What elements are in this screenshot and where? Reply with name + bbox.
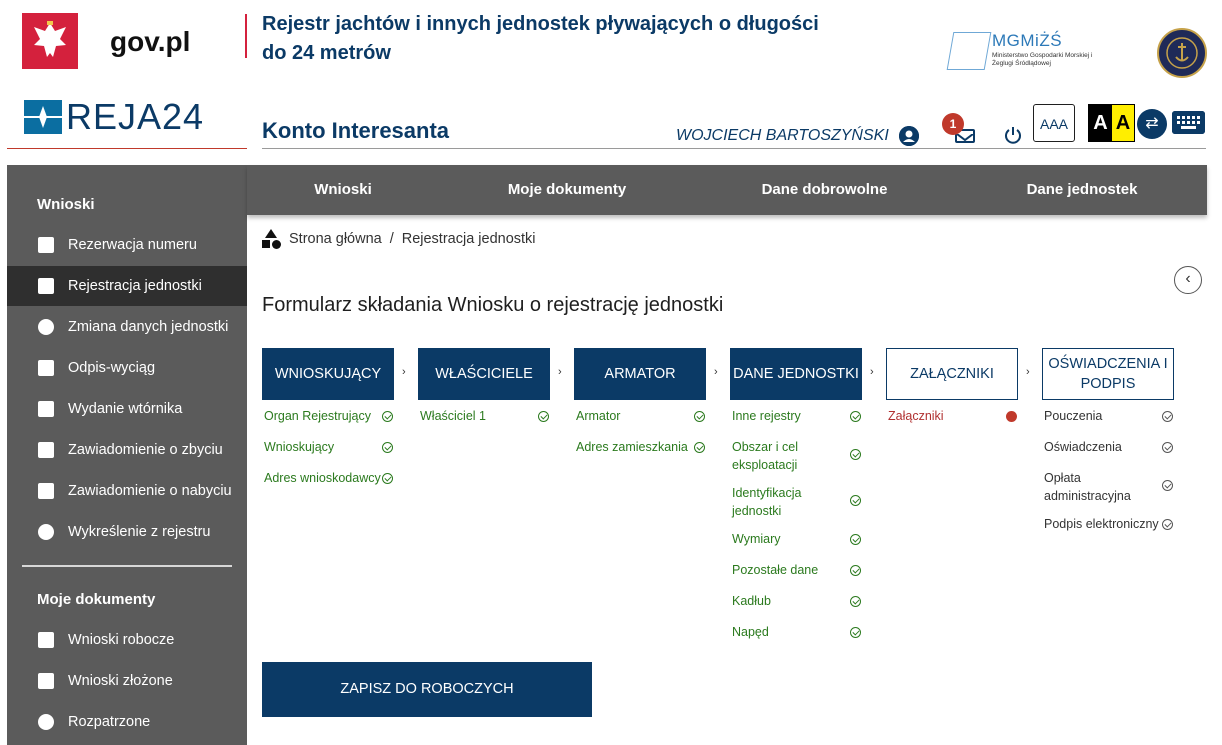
check-ok-icon bbox=[850, 495, 861, 506]
substep-naped[interactable]: Napęd bbox=[732, 625, 769, 639]
sidebar-item-zawiadomienie-zbyciu[interactable] bbox=[7, 430, 247, 470]
gavel-icon bbox=[38, 483, 54, 499]
collapse-chevron-left-icon[interactable]: ‹ bbox=[1174, 266, 1202, 294]
check-pending-icon bbox=[1162, 411, 1173, 422]
top-navigation bbox=[247, 165, 1207, 215]
step-dane-jednostki[interactable]: DANE JEDNOSTKI bbox=[730, 348, 862, 400]
gov-pl-logo[interactable]: gov.pl bbox=[110, 26, 191, 57]
step-armator[interactable]: ARMATOR bbox=[574, 348, 706, 400]
sidebar-item-label: Wnioski robocze bbox=[68, 632, 175, 648]
check-pending-icon bbox=[1162, 480, 1173, 491]
form-title: Formularz składania Wniosku o rejestrację jednostki bbox=[262, 294, 724, 316]
substep-pozostale-dane[interactable]: Pozostałe dane bbox=[732, 563, 819, 577]
font-size-button[interactable]: AAA bbox=[1033, 104, 1075, 142]
copy-document-icon bbox=[38, 401, 54, 417]
gavel-icon bbox=[38, 442, 54, 458]
reja24-logo-text: REJA24 bbox=[66, 96, 205, 137]
save-draft-button[interactable]: ZAPISZ DO ROBOCZYCH bbox=[262, 662, 592, 717]
error-alert-icon bbox=[1006, 411, 1017, 422]
check-ok-icon bbox=[850, 596, 861, 607]
step-zalaczniki[interactable]: ZAŁĄCZNIKI bbox=[886, 348, 1018, 400]
substep-organ-rejestrujacy[interactable]: Organ Rejestrujący bbox=[264, 409, 371, 423]
substep-wnioskujacy[interactable]: Wnioskujący bbox=[264, 440, 335, 454]
header-underline bbox=[262, 148, 1206, 149]
check-pending-icon bbox=[1162, 442, 1173, 453]
keyboard-icon[interactable] bbox=[1172, 111, 1205, 134]
contrast-dark-label: A bbox=[1089, 105, 1112, 141]
nav-item-wnioski[interactable]: Wnioski bbox=[314, 181, 372, 198]
clipboard-icon bbox=[38, 278, 54, 294]
step-arrow-icon: › bbox=[402, 366, 406, 378]
check-ok-icon bbox=[850, 627, 861, 638]
step-arrow-icon: › bbox=[870, 366, 874, 378]
user-name[interactable]: WOJCIECH BARTOSZYŃSKI bbox=[676, 127, 889, 144]
check-ok-icon bbox=[850, 565, 861, 576]
substep-inne-rejestry[interactable]: Inne rejestry bbox=[732, 409, 801, 423]
substep-pouczenia[interactable]: Pouczenia bbox=[1044, 409, 1103, 423]
notifications-badge[interactable]: 1 bbox=[942, 113, 964, 135]
step-oswiadczenia-podpis[interactable]: OŚWIADCZENIA I PODPIS bbox=[1042, 348, 1174, 400]
check-ok-icon bbox=[382, 473, 393, 484]
sidebar-item-label: Zawiadomienie o zbyciu bbox=[68, 442, 223, 458]
step-wnioskujacy[interactable]: WNIOSKUJĄCY bbox=[262, 348, 394, 400]
check-pending-icon bbox=[1162, 519, 1173, 530]
substep-oswiadczenia[interactable]: Oświadczenia bbox=[1044, 440, 1122, 454]
sidebar-heading-wnioski: Wnioski bbox=[37, 196, 95, 213]
polish-eagle-emblem-icon bbox=[22, 13, 78, 69]
sidebar-divider bbox=[22, 565, 232, 567]
check-ok-icon bbox=[694, 411, 705, 422]
sidebar-item-label: Wnioski złożone bbox=[68, 673, 173, 689]
substep-adres-wnioskodawcy[interactable]: Adres wnioskodawcy bbox=[264, 471, 381, 485]
sidebar-item-wnioski-zlozone[interactable] bbox=[7, 661, 247, 701]
high-contrast-button[interactable] bbox=[1088, 104, 1135, 142]
swap-arrows-icon[interactable]: ⇄ bbox=[1137, 109, 1167, 139]
breadcrumb bbox=[262, 228, 536, 250]
check-ok-icon bbox=[850, 449, 861, 460]
substep-identyfikacja[interactable]: Identyfikacja jednostki bbox=[732, 486, 802, 518]
sidebar-item-label: Odpis-wyciąg bbox=[68, 360, 156, 376]
bookmark-icon bbox=[38, 237, 54, 253]
sidebar-heading-moje-dokumenty: Moje dokumenty bbox=[37, 591, 156, 608]
substep-zalaczniki[interactable]: Załączniki bbox=[888, 409, 944, 423]
breadcrumb-home-link[interactable]: Strona główna bbox=[289, 231, 382, 247]
nav-item-dane-dobrowolne[interactable]: Dane dobrowolne bbox=[761, 181, 888, 198]
nav-item-dane-jednostek[interactable]: Dane jednostek bbox=[1026, 181, 1138, 198]
inbox-icon bbox=[38, 673, 54, 689]
substep-wlasciciel-1[interactable]: Właściciel 1 bbox=[420, 409, 486, 423]
sidebar-item-zawiadomienie-nabyciu[interactable] bbox=[7, 471, 247, 511]
sidebar-item-rezerwacja-numeru[interactable] bbox=[7, 225, 247, 265]
check-ok-icon bbox=[382, 442, 393, 453]
contrast-yellow-label: A bbox=[1112, 105, 1134, 141]
user-account-icon[interactable] bbox=[899, 126, 919, 146]
sidebar-item-label: Rezerwacja numeru bbox=[68, 237, 197, 253]
ministry-logo-icon bbox=[947, 32, 992, 70]
step-arrow-icon: › bbox=[558, 366, 562, 378]
ministry-name: Ministerstwo Gospodarki Morskiej i Żeglugi Śródlądowej bbox=[992, 52, 1093, 67]
reja-wave-icon bbox=[24, 100, 62, 134]
step-arrow-icon: › bbox=[714, 366, 718, 378]
exchange-icon bbox=[38, 319, 54, 335]
check-ok-icon bbox=[694, 442, 705, 453]
substep-podpis-elektroniczny[interactable]: Podpis elektroniczny bbox=[1044, 517, 1159, 531]
no-entry-icon bbox=[38, 524, 54, 540]
check-ok-icon bbox=[538, 411, 549, 422]
sidebar-item-rozpatrzone[interactable] bbox=[7, 702, 247, 742]
logo-underline bbox=[7, 148, 247, 149]
check-ok-icon bbox=[850, 411, 861, 422]
sidebar-item-label: Wydanie wtórnika bbox=[68, 401, 183, 417]
header-divider bbox=[245, 14, 247, 58]
sidebar-item-wykreslenie[interactable] bbox=[7, 512, 247, 552]
substep-armator[interactable]: Armator bbox=[576, 409, 621, 423]
home-shapes-icon bbox=[262, 229, 282, 249]
sidebar-item-odpis-wyciag[interactable] bbox=[7, 348, 247, 388]
section-title: Konto Interesanta bbox=[262, 118, 450, 143]
substep-obszar-cel[interactable]: Obszar i cel eksploatacji bbox=[732, 440, 798, 472]
sidebar-item-label: Wykreślenie z rejestru bbox=[68, 524, 211, 540]
inbox-icon bbox=[38, 632, 54, 648]
registry-title: Rejestr jachtów i innych jednostek pływających o długości do 24 metrów bbox=[262, 13, 819, 64]
maritime-seal-icon bbox=[1157, 28, 1207, 78]
sidebar-item-label: Rozpatrzone bbox=[68, 714, 151, 730]
ministry-abbr: MGMiŻŚ bbox=[992, 31, 1063, 50]
document-icon bbox=[38, 360, 54, 376]
logout-power-icon[interactable] bbox=[1003, 125, 1023, 145]
sidebar-item-wydanie-wtornika[interactable] bbox=[7, 389, 247, 429]
sidebar-item-zmiana-danych[interactable] bbox=[7, 307, 247, 347]
sidebar bbox=[7, 165, 247, 745]
check-circle-icon bbox=[38, 714, 54, 730]
step-wlasciciele[interactable]: WŁAŚCICIELE bbox=[418, 348, 550, 400]
sidebar-item-wnioski-robocze[interactable] bbox=[7, 620, 247, 660]
sidebar-item-label: Zmiana danych jednostki bbox=[68, 319, 229, 335]
check-ok-icon bbox=[850, 534, 861, 545]
substep-oplata-administracyjna[interactable]: Opłata administracyjna bbox=[1044, 471, 1131, 503]
sidebar-item-rejestracja-jednostki[interactable] bbox=[7, 266, 247, 306]
substep-kadlub[interactable]: Kadłub bbox=[732, 594, 771, 608]
breadcrumb-current: Rejestracja jednostki bbox=[401, 231, 536, 247]
check-ok-icon bbox=[382, 411, 393, 422]
sidebar-item-label: Rejestracja jednostki bbox=[68, 278, 202, 294]
breadcrumb-separator: / bbox=[389, 231, 394, 247]
sidebar-item-label: Zawiadomienie o nabyciu bbox=[68, 483, 232, 499]
nav-item-moje-dokumenty[interactable]: Moje dokumenty bbox=[507, 181, 627, 198]
step-arrow-icon: › bbox=[1026, 366, 1030, 378]
substep-wymiary[interactable]: Wymiary bbox=[732, 532, 781, 546]
substep-adres-zamieszkania[interactable]: Adres zamieszkania bbox=[576, 440, 688, 454]
